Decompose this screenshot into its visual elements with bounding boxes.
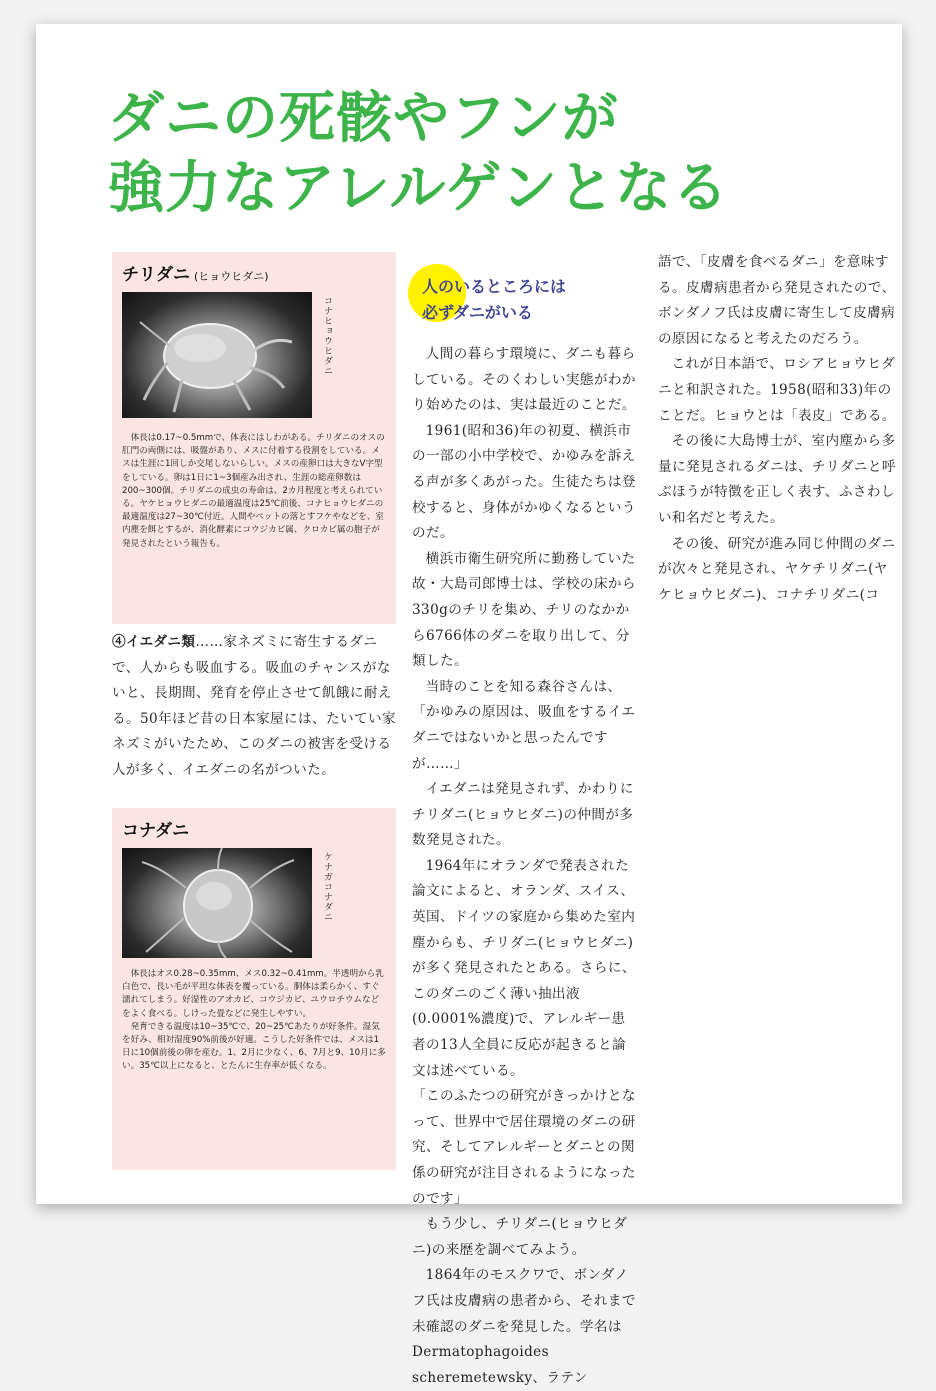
paragraph: もう少し、チリダニ(ヒョウヒダニ)の来歴を調べてみよう。 — [412, 1216, 628, 1258]
dust-mite-illustration — [122, 292, 312, 418]
paragraph — [112, 630, 396, 784]
column-2-text — [412, 342, 638, 1386]
lead-text: ④イエダニ類 — [112, 634, 196, 650]
headline-line-1: ダニの死骸やフンが — [108, 86, 619, 151]
subheading-text — [422, 274, 566, 326]
quote-paragraph: 「このふたつの研究がきっかけとなって、世界中で居住環境のダニの研究、そしてアレルギーとダニとの関係の研究が注目されるようになったのです」 — [412, 1088, 636, 1207]
subheading-line-2: 必ずダニがいる — [422, 303, 533, 322]
paragraph: 語で、「皮膚を食べるダニ」を意味する。皮膚病患者から発見されたので、ボンダノフ氏は皮膚に寄生して皮膚病の原因になると考えたのだろう。 — [658, 254, 896, 347]
quote-paragraph: 「かゆみの原因は、吸血をするイエダニではないかと思ったんですが……」 — [412, 704, 636, 772]
dust-mite-photo — [122, 292, 312, 418]
magazine-page — [36, 24, 902, 1386]
paragraph-text: ……家ネズミに寄生するダニで、人からも吸血する。吸血のチャンスがないと、長期間、発育を停止させて飢餓に耐える。50年ほど昔の日本家屋には、たいてい家ネズミがいたため、このダニの被害を受ける人が多く、イエダニの名がついた。 — [112, 634, 396, 778]
box-title: コナダニ — [122, 821, 190, 841]
mold-mite-photo — [122, 848, 312, 958]
paragraph: その後に大島博士が、室内塵から多量に発見されるダニは、チリダニと呼ぶほうが特徴を正しく表す、ふさわしい和名だと考えた。 — [658, 433, 896, 526]
box-paragraph-2: 発育できる温度は10~35℃で、20~25℃あたりが好条件。湿気を好み、相対湿度90%前後が好適。こうした好条件では、メスは1日に10個前後の卵を産む。1、2月に少なく、6、7月と9、10月に多い。35℃以上になると、とたんに生存率が低くなる。 — [122, 1021, 386, 1072]
column-3-text — [658, 250, 898, 610]
paragraph: イエダニは発見されず、かわりにチリダニ(ヒョウヒダニ)の仲間が多数発見された。 — [412, 781, 634, 849]
sidebar-box-chiridani — [112, 252, 396, 624]
paragraph: これが日本語で、ロシアヒョウヒダニと和訳された。1958(昭和33)年のことだ。ヒョウとは「表皮」である。 — [658, 356, 896, 424]
headline-line-2: 強力なアレルゲンとなる — [108, 156, 730, 221]
paragraph: 人間の暮らす環境に、ダニも暮らしている。そのくわしい実態がわかり始めたのは、実は最近のことだ。 — [412, 346, 636, 414]
box-body-text: 体長は0.17~0.5mmで、体表にはしわがある。チリダニのオスの肛門の両側には、吸盤があり、メスに付着する役割をしている。メスは生涯に1回しか交尾しないらしい。メスの産卵口は大きなV字型をしている。卵は1日に1~3個産み出され、生涯の総産卵数は200~300個。チリダニの成虫の寿命は、2カ月程度と考えられている。ヤケヒョウヒダニの最適温度は25℃前後、コナヒョウヒダニの最適温度は27~30℃付近。人間やペットの落とすフケやなどを、室内塵を餌とするが、消化酵素にコウジカビ属、クロカビ属の胞子が発見されたという報告も。 — [122, 433, 385, 549]
box-title — [122, 260, 269, 285]
paragraph: 横浜市衛生研究所に勤務していた故・大島司郎博士は、学校の床から330gのチリを集め、チリのなかから6766体のダニを取り出して、分類した。 — [412, 550, 636, 670]
section-subheading — [406, 260, 636, 334]
paragraph: その後、研究が進み同じ仲間のダニが次々と発見され、ヤケチリダニ(ヤケヒョウヒダニ)、コナチリダニ(コ — [658, 535, 896, 603]
mold-mite-illustration — [122, 848, 312, 958]
column-1-text — [112, 630, 396, 804]
box-paragraph-1: 体長はオス0.28~0.35mm、メス0.32~0.41mm。半透明から乳白色で、長い毛が平坦な体表を覆っている。胴体は柔らかく、すぐ濡れてしまう。好湿性のアオカビ、コウジカビ、ユウロチウムなどをよく食べる。しけった畳などに発生しやすい。 — [122, 969, 384, 1019]
sidebar-box-konadani — [112, 808, 396, 1170]
box-title-sub: (ヒョウヒダニ) — [194, 270, 269, 283]
photo-caption-vertical: コナヒョウヒダニ — [322, 296, 332, 376]
box-title-main: チリダニ — [122, 265, 190, 285]
paragraph: 1964年にオランダで発表された論文によると、オランダ、スイス、英国、ドイツの家庭から集めた室内塵からも、チリダニ(ヒョウヒダニ)が多く発見されたとある。さらに、このダニのごく薄い抽出液(0.0001%濃度)で、アレルギー患者の13人全員に反応が起きると論文は述べている。 — [412, 857, 636, 1079]
paragraph: 当時のことを知る森谷さんは、 — [425, 678, 622, 695]
paragraph: 1864年のモスクワで、ボンダノフ氏は皮膚病の患者から、それまで未確認のダニを発見した。学名はDermatophagoides scheremetewsky、ラテン — [412, 1267, 636, 1386]
page-headline — [108, 84, 888, 224]
subheading-line-1: 人のいるところには — [422, 277, 567, 296]
box-body-text — [122, 968, 386, 1158]
paragraph: 1961(昭和36)年の初夏、横浜市の一部の小中学校で、かゆみを訴える声が多くあがった。生徒たちは登校すると、身体がかゆくなるというのだ。 — [412, 422, 636, 542]
photo-caption-vertical: ケナガコナダニ — [322, 852, 332, 922]
